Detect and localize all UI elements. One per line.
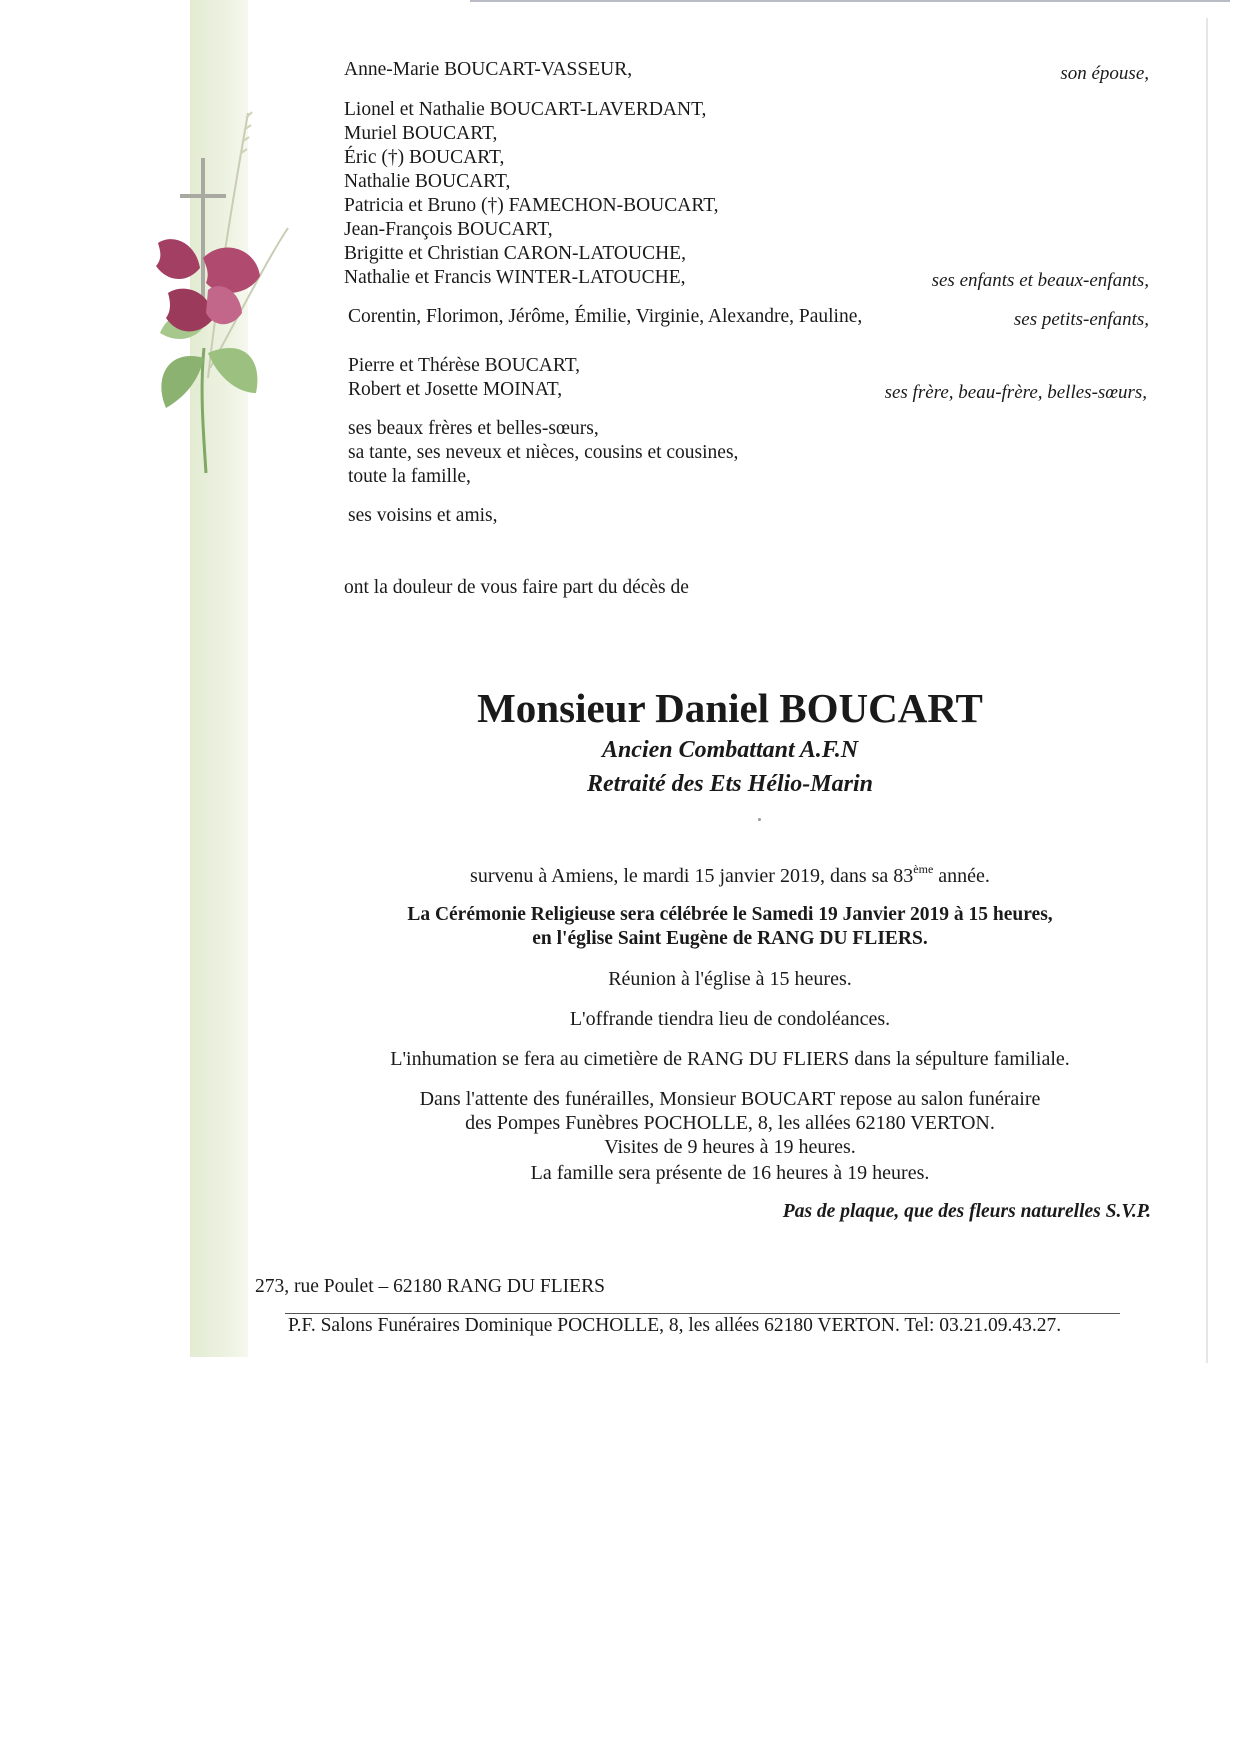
child-name: Patricia et Bruno (†) FAMECHON-BOUCART, — [344, 195, 719, 216]
rest-line: Dans l'attente des funérailles, Monsieur BOUCART repose au salon funéraire — [419, 1088, 1041, 1110]
child-name: Éric (†) BOUCART, — [344, 147, 505, 168]
child-name: Nathalie BOUCART, — [344, 171, 511, 192]
burial-line: L'inhumation se fera au cimetière de RANG DU FLIERS dans la sépulture familiale. — [390, 1048, 1070, 1070]
ceremony-line: en l'église Saint Eugène de RANG DU FLIERS. — [532, 928, 928, 949]
cross-and-lily-icon — [148, 108, 298, 478]
funeral-home-line: P.F. Salons Funéraires Dominique POCHOLLE, 8, les allées 62180 VERTON. Tel: 03.21.09.43.27. — [288, 1315, 1062, 1336]
wife-relation: son épouse, — [1060, 63, 1149, 84]
death-line-text: survenu à Amiens, le mardi 15 janvier 2019, dans sa 83 — [470, 865, 914, 887]
siblings-relation: ses frère, beau-frère, belles-sœurs, — [884, 382, 1147, 403]
neighbors-line: ses voisins et amis, — [348, 505, 498, 526]
ceremony-line: La Cérémonie Religieuse sera célébrée le Samedi 19 Janvier 2019 à 15 heures, — [407, 904, 1053, 925]
extended-family-line: toute la famille, — [348, 466, 471, 487]
child-name: Lionel et Nathalie BOUCART-LAVERDANT, — [344, 99, 707, 120]
extended-family-line: sa tante, ses neveux et nièces, cousins et cousines, — [348, 442, 739, 463]
family-presence-line: La famille sera présente de 16 heures à 19 heures. — [530, 1162, 930, 1184]
death-line-suffix: année. — [933, 865, 990, 887]
speck — [758, 818, 761, 821]
announcement-line: ont la douleur de vous faire part du décès de — [344, 577, 689, 598]
death-line — [250, 864, 1210, 888]
deceased-name: Monsieur Daniel BOUCART — [477, 685, 983, 731]
rest-line: des Pompes Funèbres POCHOLLE, 8, les allées 62180 VERTON. — [465, 1112, 995, 1134]
child-name: Brigitte et Christian CARON-LATOUCHE, — [344, 243, 686, 264]
child-name: Muriel BOUCART, — [344, 123, 498, 144]
grandchildren-relation: ses petits-enfants, — [1013, 309, 1149, 330]
offering-line: L'offrande tiendra lieu de condoléances. — [569, 1008, 891, 1030]
extended-family-line: ses beaux frères et belles-sœurs, — [348, 418, 599, 439]
children-relation: ses enfants et beaux-enfants, — [931, 270, 1149, 291]
grandchildren-names: Corentin, Florimon, Jérôme, Émilie, Virginie, Alexandre, Pauline, — [348, 306, 863, 327]
wife-name: Anne-Marie BOUCART-VASSEUR, — [344, 59, 633, 80]
scan-edge-top — [470, 0, 1230, 2]
child-name: Jean-François BOUCART, — [344, 219, 553, 240]
meeting-line: Réunion à l'église à 15 heures. — [608, 968, 852, 990]
child-name: Nathalie et Francis WINTER-LATOUCHE, — [344, 267, 686, 288]
family-address: 273, rue Poulet – 62180 RANG DU FLIERS — [255, 1276, 605, 1297]
deceased-title: Retraité des Ets Hélio-Marin — [586, 771, 873, 797]
deceased-title: Ancien Combattant A.F.N — [601, 737, 859, 763]
sibling-name: Robert et Josette MOINAT, — [348, 379, 563, 400]
sibling-name: Pierre et Thérèse BOUCART, — [348, 355, 581, 376]
visits-line: Visites de 9 heures à 19 heures. — [604, 1136, 856, 1158]
death-line-sup: ème — [913, 862, 934, 876]
no-plaque-note: Pas de plaque, que des fleurs naturelles S.V.P. — [782, 1201, 1151, 1222]
